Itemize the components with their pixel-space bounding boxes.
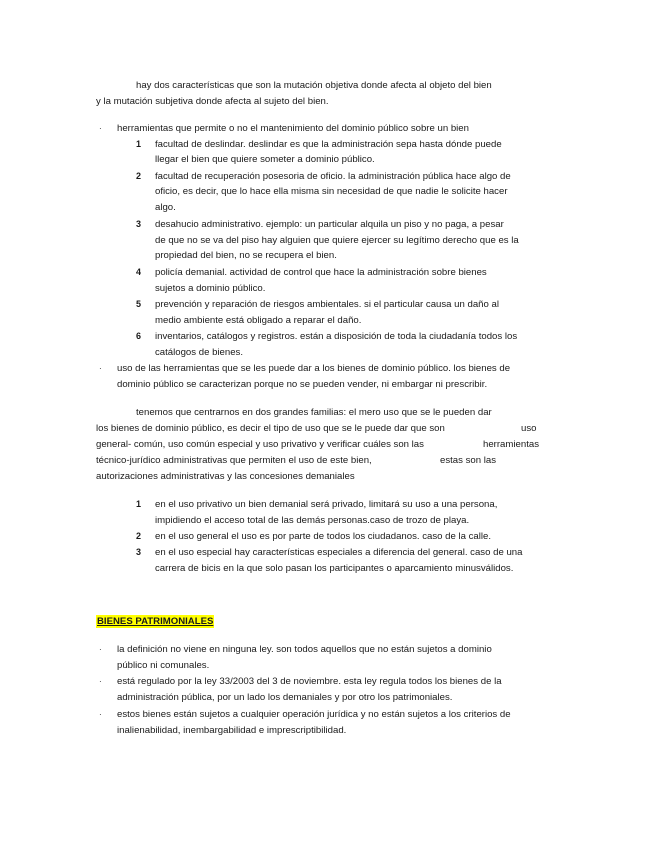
uso-line-1: uso de las herramientas que se les puede dar a los bienes de dominio público. los bienes de xyxy=(117,363,511,374)
bullet-text: administración pública, por un lado los demaniales y por otro los patrimoniales. xyxy=(117,692,453,703)
bullet-text: la definición no viene en ninguna ley. son todos aquellos que no están sujetos a dominio xyxy=(117,644,492,655)
intro-line-2: y la mutación subjetiva donde afecta al sujeto del bien. xyxy=(96,96,329,107)
list-item-text: oficio, es decir, que lo hace ella misma sin necesidad de que nadie le solicite hacer xyxy=(155,186,508,197)
familias-line-4-tail: estas son las xyxy=(440,455,496,466)
list-item-text: en el uso privativo un bien demanial será privado, limitará su uso a una persona, xyxy=(155,499,498,510)
list-item-text: catálogos de bienes. xyxy=(155,347,244,358)
familias-line-3-tail: herramientas xyxy=(483,439,539,450)
list-item-text: propiedad del bien, no se recupera el bien. xyxy=(155,250,337,261)
list-item-text: inventarios, catálogos y registros. están a disposición de toda la ciudadanía todos los xyxy=(155,331,518,342)
bullet-icon: · xyxy=(99,710,102,719)
bullet-icon: · xyxy=(99,677,102,686)
list-item-text: de que no se va del piso hay alguien que quiere ejercer su legítimo derecho que es la xyxy=(155,235,519,246)
familias-line-3: general- común, uso común especial y uso privativo y verificar cuáles son las xyxy=(96,439,424,450)
bullet-icon: · xyxy=(99,124,102,133)
familias-line-2-tail: uso xyxy=(521,423,537,434)
list-item-text: en el uso especial hay características especiales a diferencia del general. caso de una xyxy=(155,547,523,558)
list-item-text: medio ambiente está obligado a reparar el daño. xyxy=(155,315,362,326)
list-item-text: facultad de recuperación posesoria de oficio. la administración pública hace algo de xyxy=(155,171,511,182)
familias-line-1: tenemos que centrarnos en dos grandes familias: el mero uso que se le pueden dar xyxy=(136,407,492,418)
list-item-text: carrera de bicis en la que solo pasan los participantes o aparcamiento minusválidos. xyxy=(155,563,514,574)
list-number: 2 xyxy=(136,171,142,181)
uso-line-2: dominio público se caracterizan porque no se pueden vender, ni embargar ni prescribir. xyxy=(117,379,488,390)
list-item-text: llegar el bien que quiere someter a dominio público. xyxy=(155,154,375,165)
list-number: 2 xyxy=(136,531,142,541)
tools-lead: herramientas que permite o no el mantenimiento del dominio público sobre un bien xyxy=(117,123,469,134)
familias-line-2: los bienes de dominio público, es decir el tipo de uso que se le puede dar que son xyxy=(96,423,445,434)
bullet-text: está regulado por la ley 33/2003 del 3 de noviembre. esta ley regula todos los bienes de la xyxy=(117,676,502,687)
bullet-text: estos bienes están sujetos a cualquier operación jurídica y no están sujetos a los criterios de xyxy=(117,709,511,720)
list-number: 1 xyxy=(136,499,142,509)
list-item-text: en el uso general el uso es por parte de todos los ciudadanos. caso de la calle. xyxy=(155,531,492,542)
bullet-text: público ni comunales. xyxy=(117,660,210,671)
list-number: 3 xyxy=(136,547,142,557)
list-number: 1 xyxy=(136,139,142,149)
list-number: 5 xyxy=(136,299,142,309)
section-heading: BIENES PATRIMONIALES xyxy=(97,616,214,627)
list-item-text: facultad de deslindar. deslindar es que la administración sepa hasta dónde puede xyxy=(155,139,502,150)
list-item-text: sujetos a dominio público. xyxy=(155,283,266,294)
list-number: 6 xyxy=(136,331,142,341)
familias-line-4: técnico-jurídico administrativas que permiten el uso de este bien, xyxy=(96,455,372,466)
bullet-text: inalienabilidad, inembargabilidad e imprescriptibilidad. xyxy=(117,725,347,736)
list-item-text: algo. xyxy=(155,202,176,213)
list-item-text: impidiendo el acceso total de las demás personas.caso de trozo de playa. xyxy=(155,515,470,526)
list-number: 4 xyxy=(136,267,142,277)
list-item-text: desahucio administrativo. ejemplo: un particular alquila un piso y no paga, a pesar xyxy=(155,219,504,230)
bullet-icon: · xyxy=(99,364,102,373)
bullet-icon: · xyxy=(99,645,102,654)
list-number: 3 xyxy=(136,219,142,229)
list-item-text: policía demanial. actividad de control que hace la administración sobre bienes xyxy=(155,267,487,278)
list-item-text: prevención y reparación de riesgos ambientales. si el particular causa un daño al xyxy=(155,299,499,310)
familias-line-5: autorizaciones administrativas y las concesiones demaniales xyxy=(96,471,355,482)
intro-line-1: hay dos características que son la mutación objetiva donde afecta al objeto del bien xyxy=(136,80,492,91)
